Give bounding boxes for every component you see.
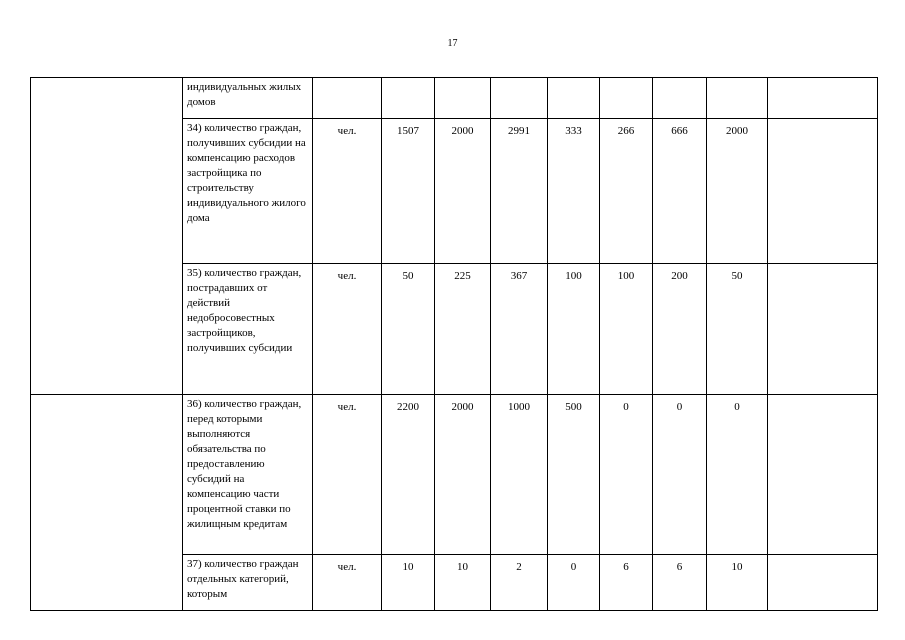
indicator-value: 2000 xyxy=(435,119,491,264)
table-row xyxy=(31,395,878,555)
indicator-value: 10 xyxy=(382,555,435,611)
page-number: 17 xyxy=(447,38,458,49)
indicator-value: 50 xyxy=(382,264,435,395)
indicator-value: 2200 xyxy=(382,395,435,555)
indicator-unit: чел. xyxy=(313,395,382,555)
table-row xyxy=(31,78,878,119)
indicator-description: 36) количество граждан, перед которыми выполняются обязательства по предоставлению субсидий на компенсацию части процентной ставки по жилищным кредитам xyxy=(183,395,313,555)
indicator-value: 6 xyxy=(600,555,653,611)
indicator-value: 2 xyxy=(491,555,548,611)
indicator-value xyxy=(435,78,491,119)
program-cell xyxy=(31,78,183,395)
indicator-value: 200 xyxy=(653,264,707,395)
empty-cell xyxy=(768,119,878,264)
empty-cell xyxy=(768,555,878,611)
indicator-description: 34) количество граждан, получивших субсидии на компенсацию расходов застройщика по строительству индивидуального жилого дома xyxy=(183,119,313,264)
indicator-unit: чел. xyxy=(313,264,382,395)
indicator-unit: чел. xyxy=(313,555,382,611)
indicator-unit: чел. xyxy=(313,119,382,264)
indicator-value xyxy=(600,78,653,119)
indicator-value: 225 xyxy=(435,264,491,395)
indicator-value: 0 xyxy=(600,395,653,555)
indicator-value: 2000 xyxy=(707,119,768,264)
empty-cell xyxy=(768,264,878,395)
indicator-value: 333 xyxy=(548,119,600,264)
indicator-value: 666 xyxy=(653,119,707,264)
program-cell xyxy=(31,395,183,611)
indicator-value xyxy=(548,78,600,119)
indicator-value: 0 xyxy=(653,395,707,555)
indicator-value: 100 xyxy=(600,264,653,395)
empty-cell xyxy=(768,78,878,119)
indicator-value: 2991 xyxy=(491,119,548,264)
indicator-value: 367 xyxy=(491,264,548,395)
empty-cell xyxy=(768,395,878,555)
indicator-value: 2000 xyxy=(435,395,491,555)
indicator-value: 10 xyxy=(435,555,491,611)
indicator-value: 50 xyxy=(707,264,768,395)
indicator-description: индивидуальных жилых домов xyxy=(183,78,313,119)
indicator-value: 266 xyxy=(600,119,653,264)
indicator-value: 10 xyxy=(707,555,768,611)
indicator-value: 500 xyxy=(548,395,600,555)
indicator-value xyxy=(707,78,768,119)
indicator-value: 0 xyxy=(707,395,768,555)
indicator-value: 6 xyxy=(653,555,707,611)
indicator-value: 0 xyxy=(548,555,600,611)
indicator-unit xyxy=(313,78,382,119)
indicator-value xyxy=(491,78,548,119)
indicator-description: 35) количество граждан, пострадавших от действий недобросовестных застройщиков, получивших субсидии xyxy=(183,264,313,395)
indicator-value: 1507 xyxy=(382,119,435,264)
indicator-value: 1000 xyxy=(491,395,548,555)
indicator-value xyxy=(653,78,707,119)
indicator-description: 37) количество граждан отдельных категорий, которым xyxy=(183,555,313,611)
indicators-table xyxy=(30,77,878,611)
indicator-value xyxy=(382,78,435,119)
indicator-value: 100 xyxy=(548,264,600,395)
